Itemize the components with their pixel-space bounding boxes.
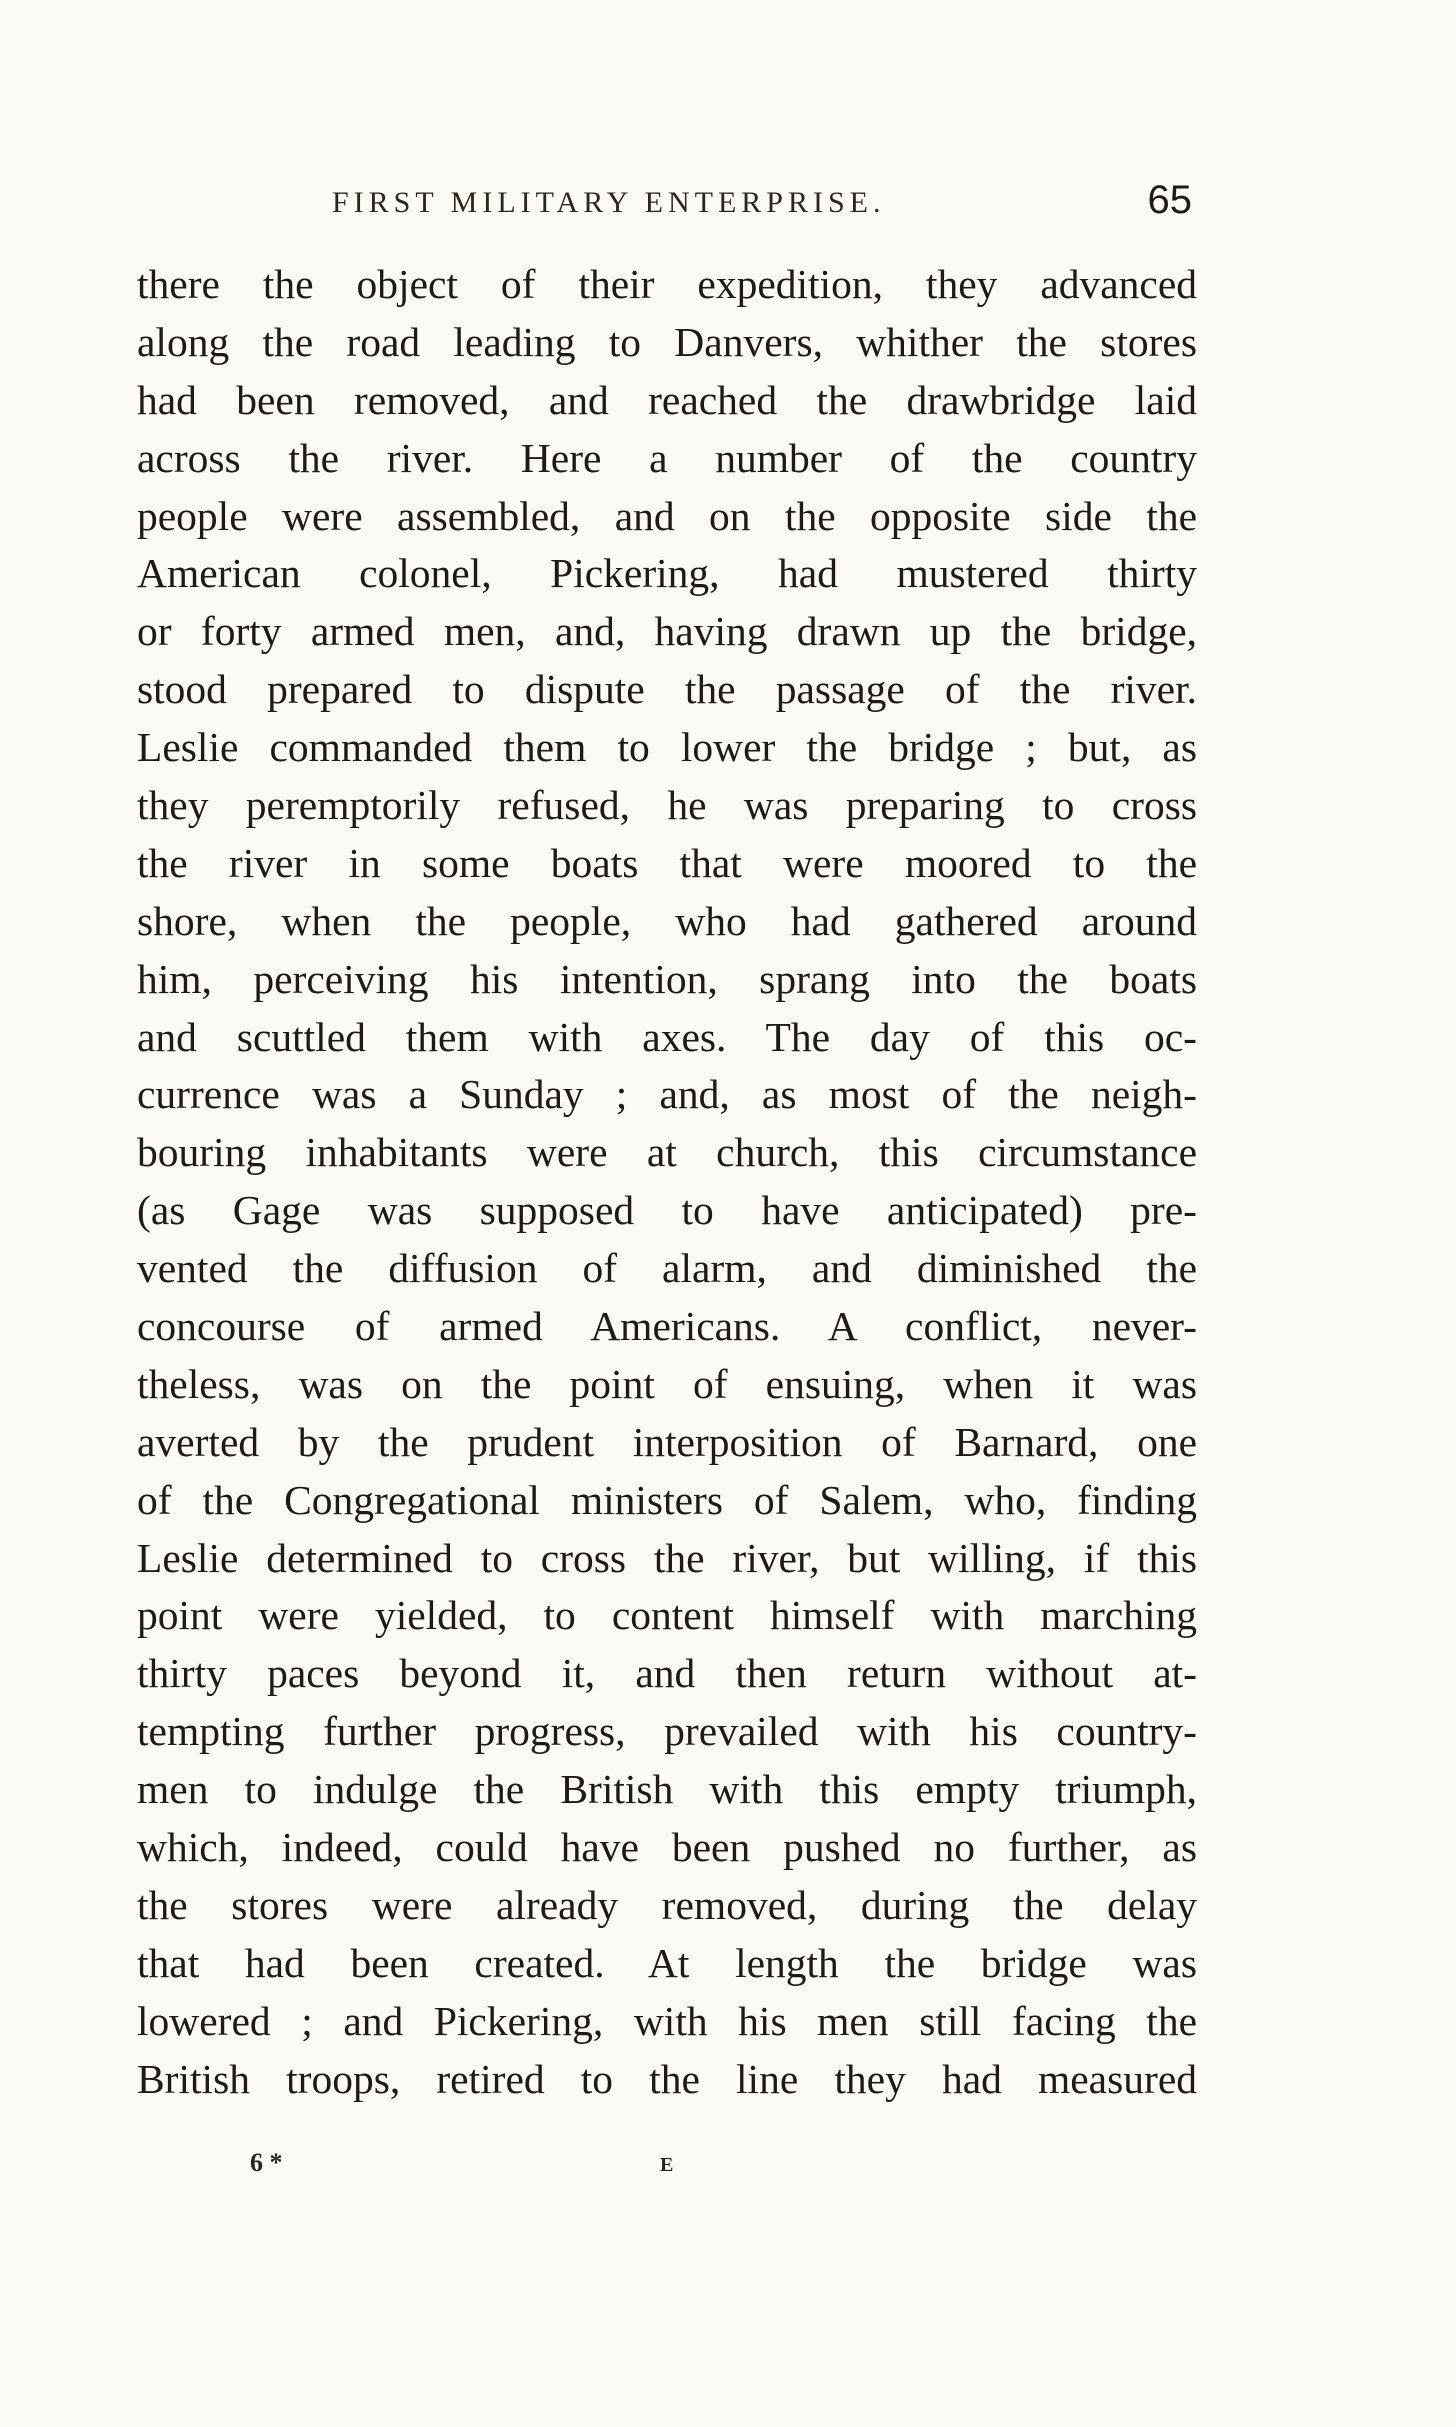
text-line: the river in some boats that were moored to the (137, 839, 1197, 886)
text-line: along the road leading to Danvers, whither the stores (137, 318, 1197, 365)
text-line: Leslie commanded them to lower the bridge ; but, as (137, 724, 1197, 771)
text-line: averted by the prudent interposition of Barnard, one (137, 1418, 1197, 1465)
text-line: there the object of their expedition, they advanced (137, 261, 1197, 307)
text-line: American colonel, Pickering, had mustered thirty (137, 550, 1197, 597)
text-line: or forty armed men, and, having drawn up the bridge, (137, 608, 1197, 655)
text-line: shore, when the people, who had gathered around (137, 897, 1197, 944)
text-line: the stores were already removed, during the delay (137, 1881, 1197, 1928)
text-line: British troops, retired to the line they had measured (137, 2055, 1197, 2102)
text-line: stood prepared to dispute the passage of the river. (137, 666, 1197, 713)
text-line: vented the diffusion of alarm, and diminished the (137, 1245, 1197, 1292)
text-line: and scuttled them with axes. The day of this oc- (137, 1013, 1197, 1060)
text-line: lowered ; and Pickering, with his men still facing the (137, 1997, 1197, 2044)
text-line: point were yielded, to content himself with marching (137, 1592, 1197, 1639)
body-text (137, 256, 1197, 2109)
text-line: that had been created. At length the bridge was (137, 1939, 1197, 1986)
text-line: across the river. Here a number of the country (137, 434, 1197, 481)
text-line: people were assembled, and on the opposite side the (137, 492, 1197, 539)
text-line: had been removed, and reached the drawbridge laid (137, 376, 1197, 423)
page-number: 65 (1147, 178, 1192, 222)
text-line: men to indulge the British with this empty triumph, (137, 1766, 1197, 1813)
text-line: they peremptorily refused, he was preparing to cross (137, 782, 1197, 829)
text-line: which, indeed, could have been pushed no further, as (137, 1824, 1197, 1871)
text-line: him, perceiving his intention, sprang into the boats (137, 955, 1197, 1002)
text-line: Leslie determined to cross the river, but willing, if this (137, 1534, 1197, 1581)
running-title: FIRST MILITARY ENTERPRISE. (332, 186, 886, 219)
text-line: tempting further progress, prevailed with his country- (137, 1708, 1197, 1755)
text-line: (as Gage was supposed to have anticipated) pre- (137, 1187, 1197, 1234)
page-footer (250, 2148, 750, 2188)
text-line: bouring inhabitants were at church, this circumstance (137, 1129, 1197, 1176)
text-line: thirty paces beyond it, and then return without at- (137, 1650, 1197, 1697)
text-line: of the Congregational ministers of Salem, who, finding (137, 1476, 1197, 1523)
signature-mark: 6 * (250, 2148, 283, 2177)
text-line: concourse of armed Americans. A conflict, never- (137, 1303, 1197, 1350)
text-line: theless, was on the point of ensuing, when it was (137, 1360, 1197, 1407)
running-head (312, 178, 1192, 238)
gathering-mark: E (660, 2154, 674, 2176)
text-line: currence was a Sunday ; and, as most of the neigh- (137, 1071, 1197, 1118)
